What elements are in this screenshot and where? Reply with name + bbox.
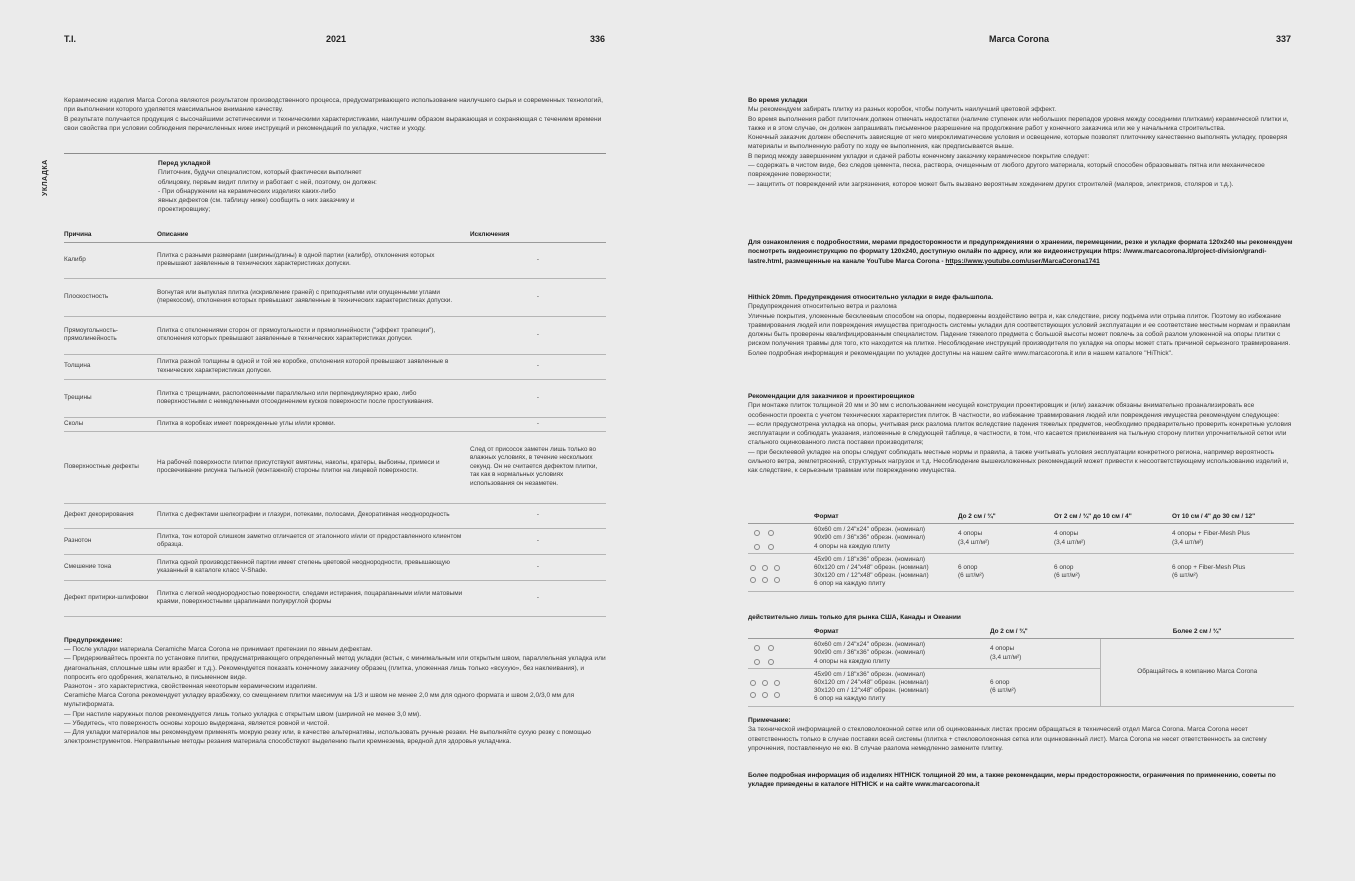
video-note: [748, 238, 1294, 266]
section-title: Предупреждение:: [64, 637, 123, 644]
exc-cell: След от присосок заметен лишь только во влажных условиях, в течение нескольких секунд. Он не считается дефектом плитки, так как в нормальных условиях использования он незаметен.: [470, 431, 606, 503]
col-header: До 2 см / ¾": [958, 511, 1054, 524]
cause-cell: Дефект притирки-шлифовки: [64, 580, 157, 616]
exc-cell: -: [470, 580, 606, 616]
desc-cell: На рабочей поверхности плитки присутствуют вмятины, наколы, кратеры, выбоины, примеси и просвечивание рисунка тыльной (монтажной) стороны плитки на лицевой поверхности.: [157, 431, 470, 503]
text-line: - При обнаружении на керамических изделиях каких-либо: [158, 187, 336, 195]
paragraph: За технической информацией о стекловолоконной сетке или об оцинкованных листах просим обращаться в технический отдел Marca Corona. Marca Corona несет ответственность только в случае поставки всей системы (плитка + стекловолоконная сетка или оцинкованный лист). Marca Corona не несет ответственность за систему упрочнения, поставленную не ею. В случае разлома немедленно замените плитку.: [748, 726, 1267, 752]
paragraph: Уличные покрытия, уложенные бесклеевым способом на опоры, подвержены воздействию ветра и, как следствие, риску подъема или отрыва плиток. Поэтому во избежание травмирования людей или повреждения имущества пригодность системы укладки для соответствующих условий эксплуатации и ее соответствие местным нормам и правилам должны быть проверены квалифицированным специалистом. Падение тяжелого предмета с большой высоты может повлечь за собой разлом уложенной на опоры плитки с риском получения травмы для того, кто находится на плитке. Несоблюдение инструкций производителя по укладке на опоры может стать причиной серьезного травмирования. Более подробная информация и рекомендации по укладке доступны на нашем сайте www.marcacorona.it или в нашем каталоге "HiThick".: [748, 312, 1291, 357]
value-cell: 4 опоры: [990, 645, 1015, 653]
value-cell: (3,4 шт/м²): [1054, 538, 1086, 546]
cause-cell: Дефект декорирования: [64, 503, 157, 528]
warning-item: Ceramiche Marca Corona рекомендует укладку вразбежку, со смещением плитки максимум на 1/3 и швом не менее 2,0 мм для одного формата и швом 2,0/3,0 мм для мультиформата.: [64, 692, 575, 709]
table-row: [64, 528, 606, 554]
paragraph: Предупреждения относительно ветра и разлома: [748, 303, 897, 311]
paragraph: Мы рекомендуем забирать плитку из разных коробок, чтобы получить наилучший цветовой эффект.: [748, 106, 1057, 114]
hithick-section: [748, 293, 1294, 358]
warning-item: — Для укладки материалов мы рекомендуем применять мокрую резку или, в качестве альтернативы, использовать ручные резаки. Не выполняйте сухую резку с помощью электроинструментов. Неправильные методы резания материала способствуют выделению пыли кремнезема, вредной для здоровья укладчика.: [64, 729, 591, 746]
col-header: От 10 см / 4" до 30 см / 12": [1172, 511, 1294, 524]
defects-table: [64, 229, 606, 617]
text-line: проектировщику;: [158, 206, 211, 214]
value-cell: (3,4 шт/м²): [990, 653, 1022, 661]
desc-cell: Плитка с отклонениями сторон от прямоугольности и прямолинейности ("эффект трапеции"), отклонения которых превышают заявленные в технических характеристиках допуски.: [157, 316, 470, 354]
table-header-row: [64, 229, 606, 242]
side-label: УКЛАДКА: [42, 159, 49, 196]
col-header: Причина: [64, 229, 157, 242]
cause-cell: Толщина: [64, 354, 157, 379]
paragraph: — содержать в чистом виде, без следов цемента, песка, раствора, очищенным от любого другого материала, который способен образовывать пятна или механическое повреждение поверхности;: [748, 162, 1265, 179]
value-cell: (3,4 шт/м²): [1172, 538, 1204, 546]
value-cell: 6 опор: [958, 564, 978, 572]
table-row: [64, 354, 606, 379]
col-header: Более 2 см / ¾": [1100, 626, 1294, 639]
desc-cell: Вогнутая или выпуклая плитка (искривление граней) с приподнятыми или опущенными углами (перекосом), отклонения которых превышают заявленные в технических характеристиках допуски.: [157, 278, 470, 316]
format-line: 6 опор на каждую плиту: [814, 580, 886, 588]
value-cell: 6 опор + Fiber-Mesh Plus: [1172, 564, 1246, 572]
section-title: Во время укладки: [748, 97, 808, 104]
intro-paragraph: Керамические изделия Marca Corona являются результатом производственного процесса, предусматривающего использование наилучшего сырья и современных технологий, при выполнении которого уделяется максимальное внимание качеству.: [64, 97, 603, 114]
format-line: 90x90 cm / 36"x36" обрезн. (номинал): [814, 649, 926, 657]
value-cell: (3,4 шт/м²): [958, 538, 990, 546]
format-line: 6 опор на каждую плиту: [814, 695, 886, 703]
table-row: [64, 554, 606, 580]
format-line: 45x90 cm / 18"x36" обрезн. (номинал): [814, 670, 926, 678]
six-pedestal-diagram-icon: [748, 561, 788, 583]
table-row: [64, 316, 606, 354]
value-cell: (6 шт/м²): [958, 572, 984, 580]
desc-cell: Плитка с дефектами шелкографии и глазури, потеками, полосами, Декоративная неоднородность: [157, 503, 470, 528]
col-header: До 2 см / ¾": [990, 626, 1100, 639]
table-row: [748, 553, 1294, 591]
col-header: Формат: [814, 626, 990, 639]
paragraph: — при бесклеевой укладке на опоры следует соблюдать местные нормы и правила, а также учитывать условия эксплуатации конкретного региона, например вероятность сильного ветра, землетрясений, структурных нагрузок и т.д. Несоблюдение вышеизложенных рекомендаций может привести к несоответствующему использованию изделий и, как следствие, к серьезным травмам или повреждению имущества.: [748, 448, 1289, 475]
cause-cell: Смешение тона: [64, 554, 157, 580]
exc-cell: -: [470, 316, 606, 354]
usa-pedestal-table: [748, 626, 1294, 707]
warning-item: — При настиле наружных полов рекомендуется лишь только укладка с открытым швом (шириной не менее 3,0 мм).: [64, 710, 422, 718]
during-section: [748, 96, 1294, 189]
note-section: [748, 716, 1294, 753]
table-row: [64, 417, 606, 431]
cause-cell: Плоскостность: [64, 278, 157, 316]
warning-section: [64, 636, 607, 746]
merged-cell: Обращайтесь в компанию Marca Corona: [1100, 639, 1294, 706]
cause-cell: Прямоугольность-прямолинейность: [64, 316, 157, 354]
text-line: Плиточник, будучи специалистом, который фактически выполняет: [158, 169, 362, 177]
format-line: 30x120 cm / 12"x48" обрезн. (номинал): [814, 572, 929, 580]
format-line: 30x120 cm / 12"x48" обрезн. (номинал): [814, 687, 929, 695]
format-line: 60x120 cm / 24"x48" обрезн. (номинал): [814, 679, 929, 687]
value-cell: (6 шт/м²): [1172, 572, 1198, 580]
format-line: 90x90 cm / 36"x36" обрезн. (номинал): [814, 534, 926, 542]
section-title: Рекомендации для заказчиков и проектировщиков: [748, 393, 915, 400]
format-line: 60x60 cm / 24"x24" обрезн. (номинал): [814, 641, 926, 649]
format-line: 4 опоры на каждую плиту: [814, 657, 890, 665]
table-row: [64, 379, 606, 417]
warning-item: — Убедитесь, что поверхность основы хорошо выдержана, является ровной и чистой.: [64, 719, 330, 727]
table-row: [64, 278, 606, 316]
value-cell: 4 опоры: [1054, 530, 1079, 538]
table-row: [64, 431, 606, 503]
paragraph: — защитить от повреждений или загрязнения, которое может быть вызвано вероятным хождением других строителей (маляров, электриков, столяров и т.д.).: [748, 180, 1234, 188]
header-year: 2021: [326, 34, 347, 44]
pedestal-table: [748, 511, 1294, 592]
value-cell: (6 шт/м²): [990, 687, 1016, 695]
divider: [64, 153, 606, 154]
section-title: Перед укладкой: [158, 160, 211, 167]
table-row: [64, 503, 606, 528]
table-row: [748, 524, 1294, 554]
format-line: 4 опоры на каждую плиту: [814, 542, 890, 550]
text-line: явных дефектов (см. таблицу ниже) сообщить о них заказчику и: [158, 197, 355, 205]
table-row: [64, 242, 606, 278]
value-cell: (6 шт/м²): [1054, 572, 1080, 580]
section-title: Hithick 20mm. Предупреждения относительно укладки в виде фальшпола.: [748, 294, 994, 301]
table-header-row: [748, 511, 1294, 524]
exc-cell: -: [470, 354, 606, 379]
value-cell: 6 опор: [1054, 564, 1074, 572]
text-line: облицовку, первым видит плитку и работает с ней, поэтому, он должен:: [158, 178, 377, 186]
four-pedestal-diagram-icon: [748, 643, 788, 665]
value-cell: 4 опоры: [958, 530, 983, 538]
desc-cell: Плитка с легкой неоднородностью поверхности, следами истирания, поцарапанными и/или матовыми краями, поверхностными царапинами полукруглой формы: [157, 580, 470, 616]
paragraph: При монтаже плиток толщиной 20 мм и 30 мм с использованием несущей конструкции проектировщик и (или) заказчик обязаны внимательно проанализировать все особенности проекта с учетом технических характеристик плиток. В частности, во избежание травмирования людей или повреждения имущества рекомендуем следующее:: [748, 402, 1280, 419]
header-left: T.I.: [64, 34, 77, 44]
reco-section: [748, 392, 1294, 476]
cause-cell: Поверхностные дефекты: [64, 431, 157, 503]
desc-cell: Плитка с трещинами, расположенными параллельно или перпендикулярно краю, либо поверхностными с немедленными отсоединением кусков поверхности после простукивания.: [157, 379, 470, 417]
youtube-link[interactable]: https://www.youtube.com/user/MarcaCorona1741: [945, 257, 1100, 265]
cause-cell: Разнотон: [64, 528, 157, 554]
cause-cell: Калибр: [64, 242, 157, 278]
header-brand: Marca Corona: [989, 34, 1050, 44]
video-note-text: Для ознакомления с подробностями, мерами предосторожности и предупреждениями о хранении, перемещении, резке и укладке формата 120x240 мы рекомендуем посмотреть видеоинструкцию по формату 120x240, доступную онлайн по адресу, или же видеоинструкции https: //www.marcacorona.it/project-division/grandi-lastre.html, размещенные на канале YouTube Marca Corona -: [748, 239, 1293, 265]
page-number: 337: [1276, 34, 1292, 44]
exc-cell: -: [470, 417, 606, 431]
exc-cell: -: [470, 242, 606, 278]
format-line: 45x90 cm / 18"x36" обрезн. (номинал): [814, 555, 926, 563]
format-line: 60x60 cm / 24"x24" обрезн. (номинал): [814, 526, 926, 534]
cause-cell: Трещины: [64, 379, 157, 417]
desc-cell: Плитка с разными размерами (ширины/длины) в одной партии (калибр), отклонения которых превышают заявленные в технических характеристиках допуски.: [157, 242, 470, 278]
exc-cell: -: [470, 554, 606, 580]
col-header: Формат: [814, 511, 958, 524]
paragraph: Конечный заказчик должен обеспечить зависящие от него микроклиматические условия и освещение, которые позволят плиточнику качественно выполнять укладку, проверяя материалы и выполненную работу по ходу ее выполнения, как предписывается выше.: [748, 134, 1288, 151]
table-row: [64, 580, 606, 616]
paragraph: В период между завершением укладки и сдачей работы конечному заказчику керамическое покрытие следует:: [748, 152, 1090, 160]
exc-cell: -: [470, 379, 606, 417]
desc-cell: Плитка разной толщины в одной и той же коробке, отклонения которой превышают заявленные в технических характеристиках допуски.: [157, 354, 470, 379]
left-page: [0, 0, 677, 881]
before-section: [158, 159, 448, 215]
value-cell: 4 опоры + Fiber-Mesh Plus: [1172, 530, 1250, 538]
format-line: 60x120 cm / 24"x48" обрезн. (номинал): [814, 564, 929, 572]
exc-cell: -: [470, 278, 606, 316]
table-header-row: [748, 626, 1294, 639]
table-row: [748, 639, 1294, 669]
exc-cell: -: [470, 503, 606, 528]
usa-title: действительно лишь только для рынка США, Канады и Океании: [748, 614, 961, 621]
exc-cell: -: [470, 528, 606, 554]
paragraph: Во время выполнения работ плиточник должен отмечать недостатки (наличие ступенек или небольших перепадов уровня между соседними плитками) керамической плитки и, также и в этом случае, он должен запрашивать письменное разрешение на продолжение работ у конечного заказчика или же у начальника строительства.: [748, 115, 1289, 132]
col-header: Исключения: [470, 229, 606, 242]
desc-cell: Плитка в коробках имеет поврежденные углы и/или кромки.: [157, 417, 470, 431]
section-title: Примечание:: [748, 717, 791, 724]
intro-paragraph: В результате получается продукция с высочайшими эстетическими и техническими характеристиками, наилучшим образом выражающая и сохраняющая с течением времени свои свойства при условии соблюдения перечисленных ниже инструкций и рекомендаций по укладке, чистке и уходу.: [64, 115, 602, 132]
final-note: Более подробная информация об изделиях HITHICK толщиной 20 мм, а также рекомендации, меры предосторожности, ограничения по применению, советы по укладке приведены в каталоге HITHICK и на сайте www.marcacorona.it: [748, 772, 1276, 789]
page-number: 336: [590, 34, 606, 44]
value-cell: 6 опор: [990, 679, 1010, 687]
col-header: От 2 см / ¾" до 10 см / 4": [1054, 511, 1172, 524]
cause-cell: Сколы: [64, 417, 157, 431]
warning-item: — После укладки материала Ceramiche Marca Corona не принимает претензии по явным дефектам.: [64, 646, 373, 654]
warning-item: Разнотон - это характеристика, свойственная некоторым керамическим изделиям.: [64, 683, 318, 691]
warning-item: — Придерживайтесь проекта по установке плитки, предусматривающего определенный метод укладки (встык, с минимальным или открытым швом, параллельная укладка или диагональная, сплошные швы или вразбег и т.д.). Рекомендуется показать конечному заказчику образец (плитка, уложенная лишь только «всухую», без наклеивания), и попросить его одобрения, желательно, в письменном виде.: [64, 655, 606, 681]
desc-cell: Плитка одной производственной партии имеет степень цветовой неоднородности, превышающую указанный в каталоге класс V-Shade.: [157, 554, 470, 580]
paragraph: — если предусмотрена укладка на опоры, учитывая риск разлома плиток вследствие падения тяжелых предметов, необходимо предварительно проверить конкретные условия эксплуатации и соблюдать указания, изложенные в следующей таблице, в частности, в том, что касается приклеивания на тыльную сторону плитки упрочнительной сетки или стального оцинкованного листа поставки производителя;: [748, 420, 1292, 447]
six-pedestal-diagram-icon: [748, 676, 788, 698]
intro: [64, 96, 606, 133]
col-header: Описание: [157, 229, 470, 242]
desc-cell: Плитка, тон которой слишком заметно отличается от эталонного и/или от предоставленного клиентом образца.: [157, 528, 470, 554]
four-pedestal-diagram-icon: [748, 528, 788, 550]
